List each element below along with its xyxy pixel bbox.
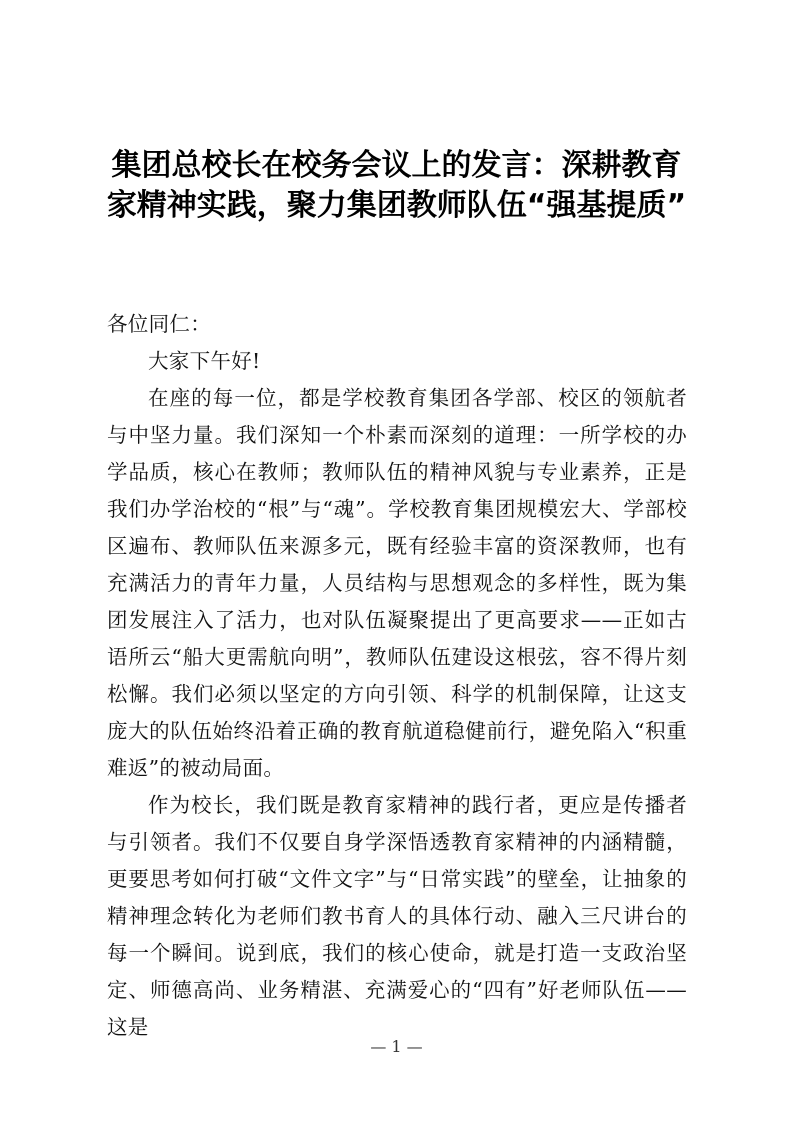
page-number: — 1 — [370, 1037, 423, 1056]
salutation: 各位同仁： [107, 312, 211, 336]
paragraph-greeting: 大家下午好! [148, 349, 261, 373]
document-body [107, 306, 687, 1046]
paragraph: 在座的每一位，都是学校教育集团各学部、校区的领航者与中坚力量。我们深知一个朴素而深刻的道理：一所学校的办学品质，核心在教师；教师队伍的精神风貌与专业素养，正是我们办学治校的“根”与“魂”。学校教育集团规模宏大、学部校区遍布、教师队伍来源多元，既有经验丰富的资深教师，也有充满活力的青年力量，人员结构与思想观念的多样性，既为集团发展注入了活力，也对队伍凝聚提出了更高要求——正如古语所云“船大更需航向明”，教师队伍建设这根弦，容不得片刻松懈。我们必须以坚定的方向引领、科学的机制保障，让这支庞大的队伍始终沿着正确的教育航道稳健前行，避免陷入“积重难返”的被动局面。 [107, 386, 687, 780]
document-title: 集团总校长在校务会议上的发言：深耕教育家精神实践，聚力集团教师队伍“强基提质” [106, 148, 687, 223]
paragraph: 作为校长，我们既是教育家精神的践行者，更应是传播者与引领者。我们不仅要自身学深悟透教育家精神的内涵精髓，更要思考如何打破“文件文字”与“日常实践”的壁垒，让抽象的精神理念转化为老师们教书育人的具体行动、融入三尺讲台的每一个瞬间。说到底，我们的核心使命，就是打造一支政治坚定、师德高尚、业务精湛、充满爱心的“四有”好老师队伍——这是 [107, 793, 687, 1039]
